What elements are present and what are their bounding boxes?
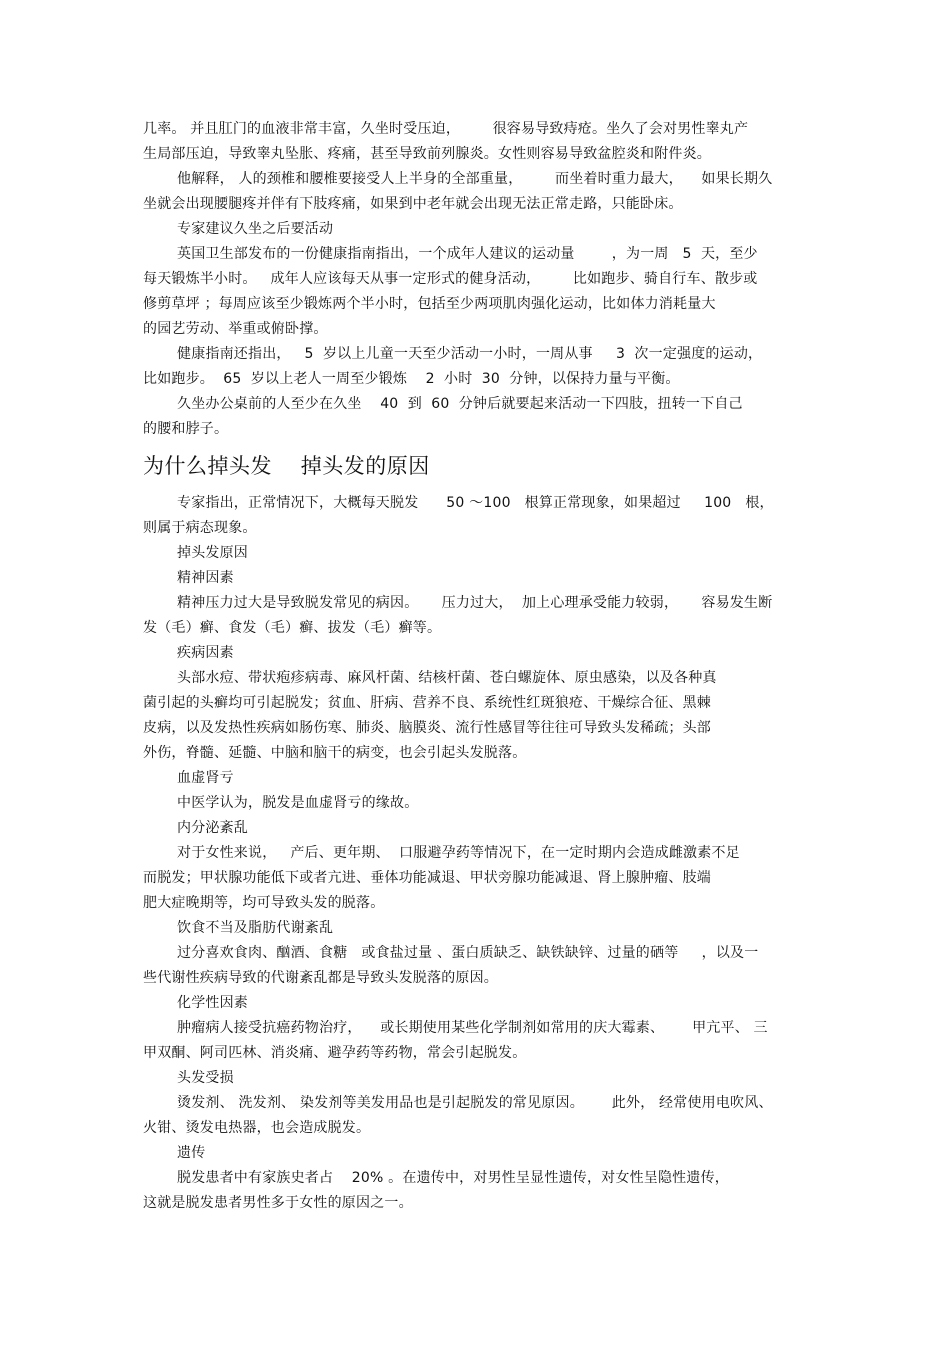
- subheading: 饮食不当及脂肪代谢紊乱: [177, 920, 334, 936]
- paragraph-line: 他解释， 人的颈椎和腰椎要接受人上半身的全部重量， 而坐着时重力最大， 如果长期久: [177, 171, 773, 187]
- paragraph-line: 对于女性来说， 产后、更年期、 口服避孕药等情况下，在一定时期内会造成雌激素不足: [177, 845, 740, 861]
- paragraph-line: 的腰和脖子。: [143, 421, 229, 437]
- paragraph-line: 头部水痘、带状疱疹病毒、麻风杆菌、结核杆菌、苍白螺旋体、原虫感染，以及各种真: [177, 670, 717, 686]
- subheading: 疾病因素: [177, 645, 234, 661]
- paragraph-line: 几率。 并且肛门的血液非常丰富，久坐时受压迫， 很容易导致痔疮。坐久了会对男性睾丸产: [143, 121, 749, 137]
- paragraph-line: 甲双酮、阿司匹林、消炎痛、避孕药等药物，常会引起脱发。: [143, 1045, 527, 1061]
- paragraph-line: 些代谢性疾病导致的代谢紊乱都是导致头发脱落的原因。: [143, 970, 498, 986]
- paragraph-line: 发（毛）癣、食发（毛）癣、拔发（毛）癣等。: [143, 620, 442, 636]
- paragraph-line: 而脱发；甲状腺功能低下或者亢进、垂体功能减退、甲状旁腺功能减退、肾上腺肿瘤、肢端: [143, 870, 711, 886]
- subheading: 化学性因素: [177, 995, 248, 1011]
- paragraph-line: 菌引起的头癣均可引起脱发；贫血、肝病、营养不良、系统性红斑狼疮、干燥综合征、黑棘: [143, 695, 711, 711]
- paragraph-line: 每天锻炼半小时。 成年人应该每天从事一定形式的健身活动， 比如跑步、骑自行车、散步或: [143, 271, 758, 287]
- paragraph-line: 精神压力过大是导致脱发常见的病因。 压力过大， 加上心理承受能力较弱， 容易发生断: [177, 595, 773, 611]
- paragraph-line: 烫发剂、 洗发剂、 染发剂等美发用品也是引起脱发的常见原因。 此外， 经常使用电吹风、: [177, 1095, 773, 1111]
- paragraph-line: 中医学认为，脱发是血虚肾亏的缘故。: [177, 795, 419, 811]
- paragraph-line: 生局部压迫，导致睾丸坠胀、疼痛，甚至导致前列腺炎。女性则容易导致盆腔炎和附件炎。: [143, 146, 711, 162]
- subheading: 掉头发原因: [177, 545, 248, 561]
- paragraph-line: 坐就会出现腰腿疼并伴有下肢疼痛，如果到中老年就会出现无法正常走路，只能卧床。: [143, 196, 683, 212]
- paragraph-line: 脱发患者中有家族史者占 20% 。在遗传中，对男性呈显性遗传，对女性呈隐性遗传，: [177, 1170, 729, 1186]
- paragraph-line: 修剪草坪 ；每周应该至少锻炼两个半小时，包括至少两项肌肉强化运动，比如体力消耗量大: [143, 296, 716, 312]
- section-heading: 为什么掉头发 掉头发的原因: [143, 454, 430, 478]
- subheading: 遗传: [177, 1145, 206, 1161]
- subheading: 精神因素: [177, 570, 234, 586]
- paragraph-line: 健康指南还指出， 5 岁以上儿童一天至少活动一小时，一周从事 3 次一定强度的运动，: [177, 346, 763, 362]
- paragraph-line: 专家指出，正常情况下，大概每天脱发 50 ～100 根算正常现象，如果超过 100 根，: [177, 495, 774, 511]
- paragraph-line: 火钳、烫发电热器，也会造成脱发。: [143, 1120, 371, 1136]
- subheading: 专家建议久坐之后要活动: [177, 221, 334, 237]
- paragraph-line: 则属于病态现象。: [143, 520, 257, 536]
- paragraph-line: 英国卫生部发布的一份健康指南指出，一个成年人建议的运动量 ，为一周 5 天，至少: [177, 246, 758, 262]
- subheading: 内分泌紊乱: [177, 820, 248, 836]
- paragraph-line: 久坐办公桌前的人至少在久坐 40 到 60 分钟后就要起来活动一下四肢，扭转一下自己: [177, 396, 743, 412]
- subheading: 头发受损: [177, 1070, 234, 1086]
- paragraph-line: 比如跑步。 65 岁以上老人一周至少锻炼 2 小时 30 分钟，以保持力量与平衡。: [143, 371, 680, 387]
- paragraph-line: 皮病，以及发热性疾病如肠伤寒、肺炎、脑膜炎、流行性感冒等往往可导致头发稀疏；头部: [143, 720, 711, 736]
- paragraph-line: 肿瘤病人接受抗癌药物治疗， 或长期使用某些化学制剂如常用的庆大霉素、 甲亢平、 三: [177, 1020, 768, 1036]
- subheading: 血虚肾亏: [177, 770, 234, 786]
- paragraph-line: 肥大症晚期等，均可导致头发的脱落。: [143, 895, 385, 911]
- paragraph-line: 这就是脱发患者男性多于女性的原因之一。: [143, 1195, 413, 1211]
- paragraph-line: 的园艺劳动、举重或俯卧撑。: [143, 321, 328, 337]
- paragraph-line: 外伤，脊髓、延髓、中脑和脑干的病变，也会引起头发脱落。: [143, 745, 527, 761]
- paragraph-line: 过分喜欢食肉、酗酒、食糖 或食盐过量 、蛋白质缺乏、缺铁缺锌、过量的硒等 ，以及一: [177, 945, 759, 961]
